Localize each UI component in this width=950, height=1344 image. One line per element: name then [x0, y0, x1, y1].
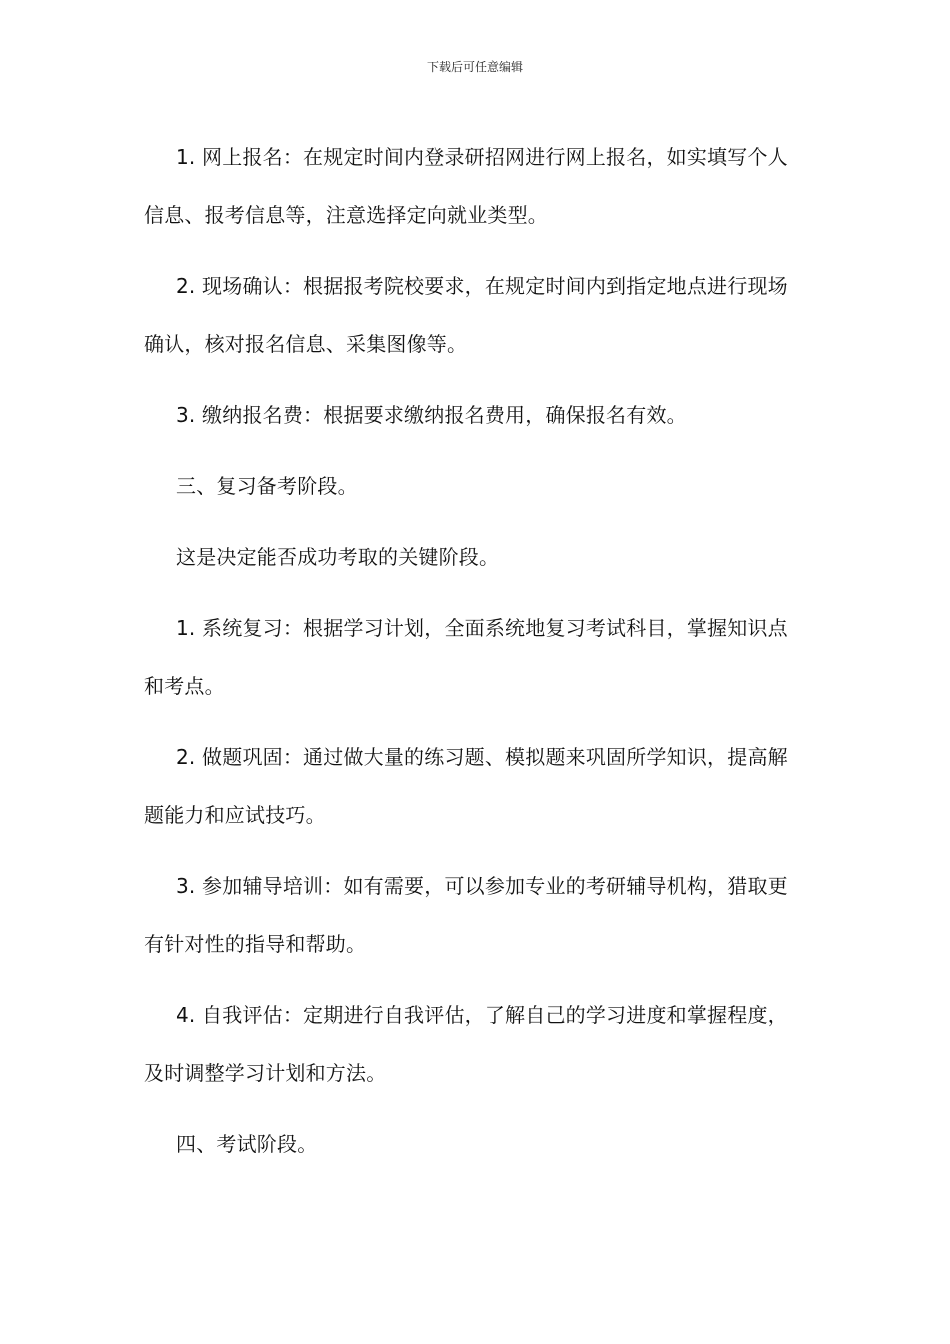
paragraph-systematic-review: 1. 系统复习：根据学习计划，全面系统地复习考试科目，掌握知识点和考点。 — [144, 616, 788, 698]
paragraph-tutoring-training: 3. 参加辅导培训：如有需要，可以参加专业的考研辅导机构，猎取更有针对性的指导和帮助。 — [144, 874, 788, 956]
paragraph-self-assessment: 4. 自我评估：定期进行自我评估，了解自己的学习进度和掌握程度，及时调整学习计划和方法。 — [144, 1003, 788, 1085]
paragraph-registration-fee: 3. 缴纳报名费：根据要求缴纳报名费用，确保报名有效。 — [176, 403, 687, 427]
paragraph-key-stage: 这是决定能否成功考取的关键阶段。 — [176, 545, 500, 569]
document-body — [144, 128, 804, 1186]
section-heading-exam-stage: 四、考试阶段。 — [176, 1132, 318, 1156]
page-header: 下载后可任意编辑 — [426, 60, 523, 74]
paragraph-onsite-confirmation: 2. 现场确认：根据报考院校要求，在规定时间内到指定地点进行现场确认，核对报名信息、采集图像等。 — [144, 274, 788, 356]
paragraph-online-registration: 1. 网上报名：在规定时间内登录研招网进行网上报名，如实填写个人信息、报考信息等，注意选择定向就业类型。 — [144, 145, 788, 227]
section-heading-review-stage: 三、复习备考阶段。 — [176, 474, 358, 498]
paragraph-practice-consolidation: 2. 做题巩固：通过做大量的练习题、模拟题来巩固所学知识，提高解题能力和应试技巧。 — [144, 745, 788, 827]
